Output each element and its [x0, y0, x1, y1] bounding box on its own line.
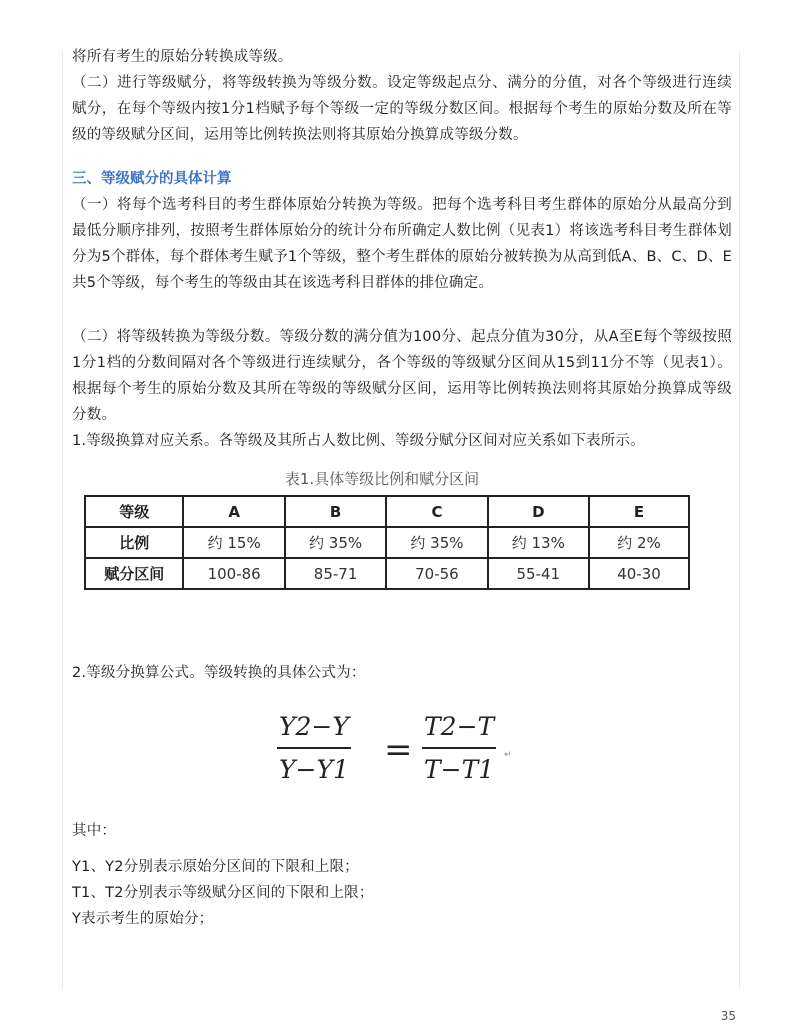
paragraph-p9: T1、T2分别表示等级赋分区间的下限和上限； — [72, 885, 374, 901]
table-cell: A — [183, 496, 284, 527]
table-cell: B — [285, 496, 386, 527]
table-cell: 约 35% — [285, 527, 386, 558]
paragraph-p3: （一）将每个选考科目的考生群体原始分转换为等级。把每个选考科目考生群体的原始分从最高分到最低分顺序排列，按照考生群体原始分的统计分布所确定人数比例（见表1）将该选考科目考生群体划分为5个群体，每个群体考生赋予1个等级，整个考生群体的原始分被转换为从高到低A、B、C、D、E共5个等级，每个考生的等级由其在该选考科目群体的排位确定。 — [72, 197, 732, 291]
formula-right-numerator: T2−T — [424, 712, 495, 741]
table-cell: 约 15% — [183, 527, 284, 558]
table-cell: 约 13% — [488, 527, 589, 558]
formula-left-fraction — [277, 708, 351, 784]
table-row-range — [85, 558, 689, 589]
paragraph-p6: 2.等级分换算公式。等级转换的具体公式为： — [72, 665, 366, 681]
table-cell: D — [488, 496, 589, 527]
formula — [72, 708, 732, 818]
paragraph-p7: 其中： — [72, 823, 117, 839]
paragraph-p10: Y表示考生的原始分； — [72, 911, 214, 927]
paragraph-p4: （二）将等级转换为等级分数。等级分数的满分值为100分、起点分值为30分，从A至E每个等级按照1分1档的分数间隔对各个等级进行连续赋分，各个等级的等级赋分区间从15到11分不等（见表1）。根据每个考生的原始分数及其所在等级的等级赋分区间，运用等比例转换法则将其原始分换算成等级分数。 — [72, 329, 732, 423]
table-caption: 表1.具体等级比例和赋分区间 — [284, 470, 480, 488]
table-header-row — [85, 496, 689, 527]
document-body — [72, 44, 732, 932]
table-cell: 约 2% — [589, 527, 689, 558]
table-row-ratio — [85, 527, 689, 558]
table-cell: 55-41 — [488, 558, 589, 589]
table-cell: 约 35% — [386, 527, 487, 558]
table-cell: E — [589, 496, 689, 527]
formula-right-fraction — [422, 708, 496, 784]
page-number: 35 — [720, 1009, 736, 1023]
paragraph-p8: Y1、Y2分别表示原始分区间的下限和上限； — [72, 859, 359, 875]
formula-left-denominator: Y−Y1 — [279, 755, 349, 784]
section-heading-3: 三、等级赋分的具体计算 — [72, 171, 232, 187]
table-row-label: 赋分区间 — [85, 558, 183, 589]
paragraph-p2: （二）进行等级赋分，将等级转换为等级分数。设定等级起点分、满分的分值，对各个等级进行连续赋分，在每个等级内按1分1档赋予每个等级一定的等级分数区间。根据每个考生的原始分数及所在等级的等级赋分区间，运用等比例转换法则将其原始分换算成等级分数。 — [72, 75, 732, 143]
table-cell: C — [386, 496, 487, 527]
paragraph-p5: 1.等级换算对应关系。各等级及其所占人数比例、等级分赋分区间对应关系如下表所示。 — [72, 433, 645, 449]
table-row-label: 比例 — [85, 527, 183, 558]
table-cell: 等级 — [85, 496, 183, 527]
return-mark-icon: ↵ — [504, 750, 512, 760]
formula-right-denominator: T−T1 — [424, 755, 495, 784]
table-cell: 85-71 — [285, 558, 386, 589]
table-cell: 100-86 — [183, 558, 284, 589]
formula-left-numerator: Y2−Y — [279, 712, 349, 741]
grade-table — [84, 495, 690, 590]
table-cell: 40-30 — [589, 558, 689, 589]
formula-equals: = — [384, 730, 413, 770]
table-cell: 70-56 — [386, 558, 487, 589]
paragraph-p1: 将所有考生的原始分转换成等级。 — [72, 49, 293, 65]
